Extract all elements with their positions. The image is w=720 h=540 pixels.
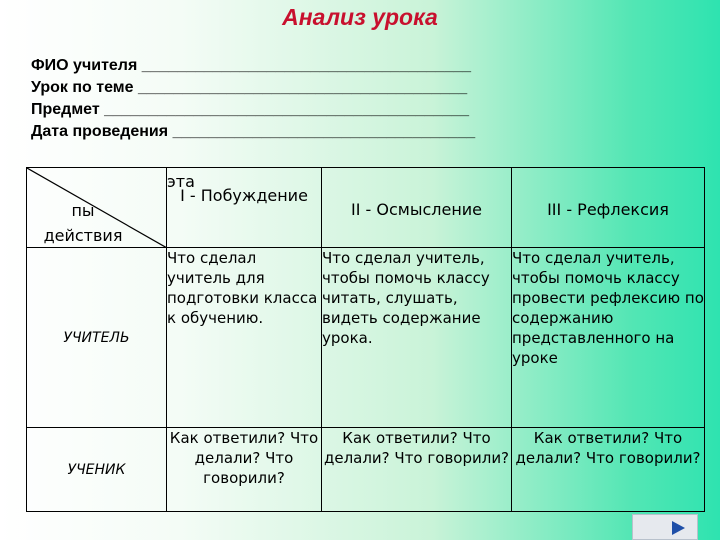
- corner-cell: [27, 168, 195, 248]
- stage-name: II - Осмысление: [350, 200, 483, 219]
- field-label: Урок по теме: [31, 79, 134, 96]
- role-cell: [27, 428, 167, 512]
- header-stage-3: [512, 168, 705, 248]
- field-blank: _____________________________________: [137, 79, 468, 96]
- field-label: Предмет: [31, 101, 100, 118]
- corner-action-label: пы действия: [43, 201, 123, 245]
- table-cell: Что сделал учитель, чтобы помочь классу читать, слушать, видеть содержание урока.: [322, 248, 512, 428]
- stage-name: I - Побуждение: [180, 186, 308, 205]
- field-subject: [31, 99, 475, 121]
- analysis-table: [26, 167, 705, 512]
- form-fields: [31, 55, 475, 143]
- table-cell: Что сделал учитель, чтобы помочь классу провести рефлексию по содержанию представленного на уроке: [512, 248, 705, 428]
- page-title: Анализ урока: [282, 4, 438, 30]
- table-cell: Как ответили? Что делали? Что говорили?: [322, 428, 512, 512]
- table-header-row: [27, 168, 705, 248]
- table-row: [27, 248, 705, 428]
- table-cell: Как ответили? Что делали? Что говорили?: [167, 428, 322, 512]
- next-slide-button[interactable]: [632, 514, 698, 540]
- field-blank: __________________________________: [172, 123, 476, 140]
- role-cell: [27, 248, 167, 428]
- field-teacher-name: [31, 55, 475, 77]
- table-cell: Что сделал учитель для подготовки класса к обучению.: [167, 248, 322, 428]
- stage-name: III - Рефлексия: [547, 200, 669, 219]
- header-stage-2: [322, 168, 512, 248]
- field-blank: _________________________________________: [104, 101, 469, 118]
- corner-stage-label: эта: [167, 172, 195, 191]
- field-label: Дата проведения: [31, 123, 169, 140]
- field-blank: _____________________________________: [141, 57, 472, 74]
- field-label: ФИО учителя: [31, 57, 138, 74]
- role-label: УЧЕНИК: [67, 461, 126, 478]
- play-triangle-icon: [672, 521, 685, 535]
- role-label: УЧИТЕЛЬ: [63, 329, 130, 346]
- field-date: [31, 121, 475, 143]
- table-row: [27, 428, 705, 512]
- field-lesson-topic: [31, 77, 475, 99]
- table-cell: Как ответили? Что делали? Что говорили?: [512, 428, 705, 512]
